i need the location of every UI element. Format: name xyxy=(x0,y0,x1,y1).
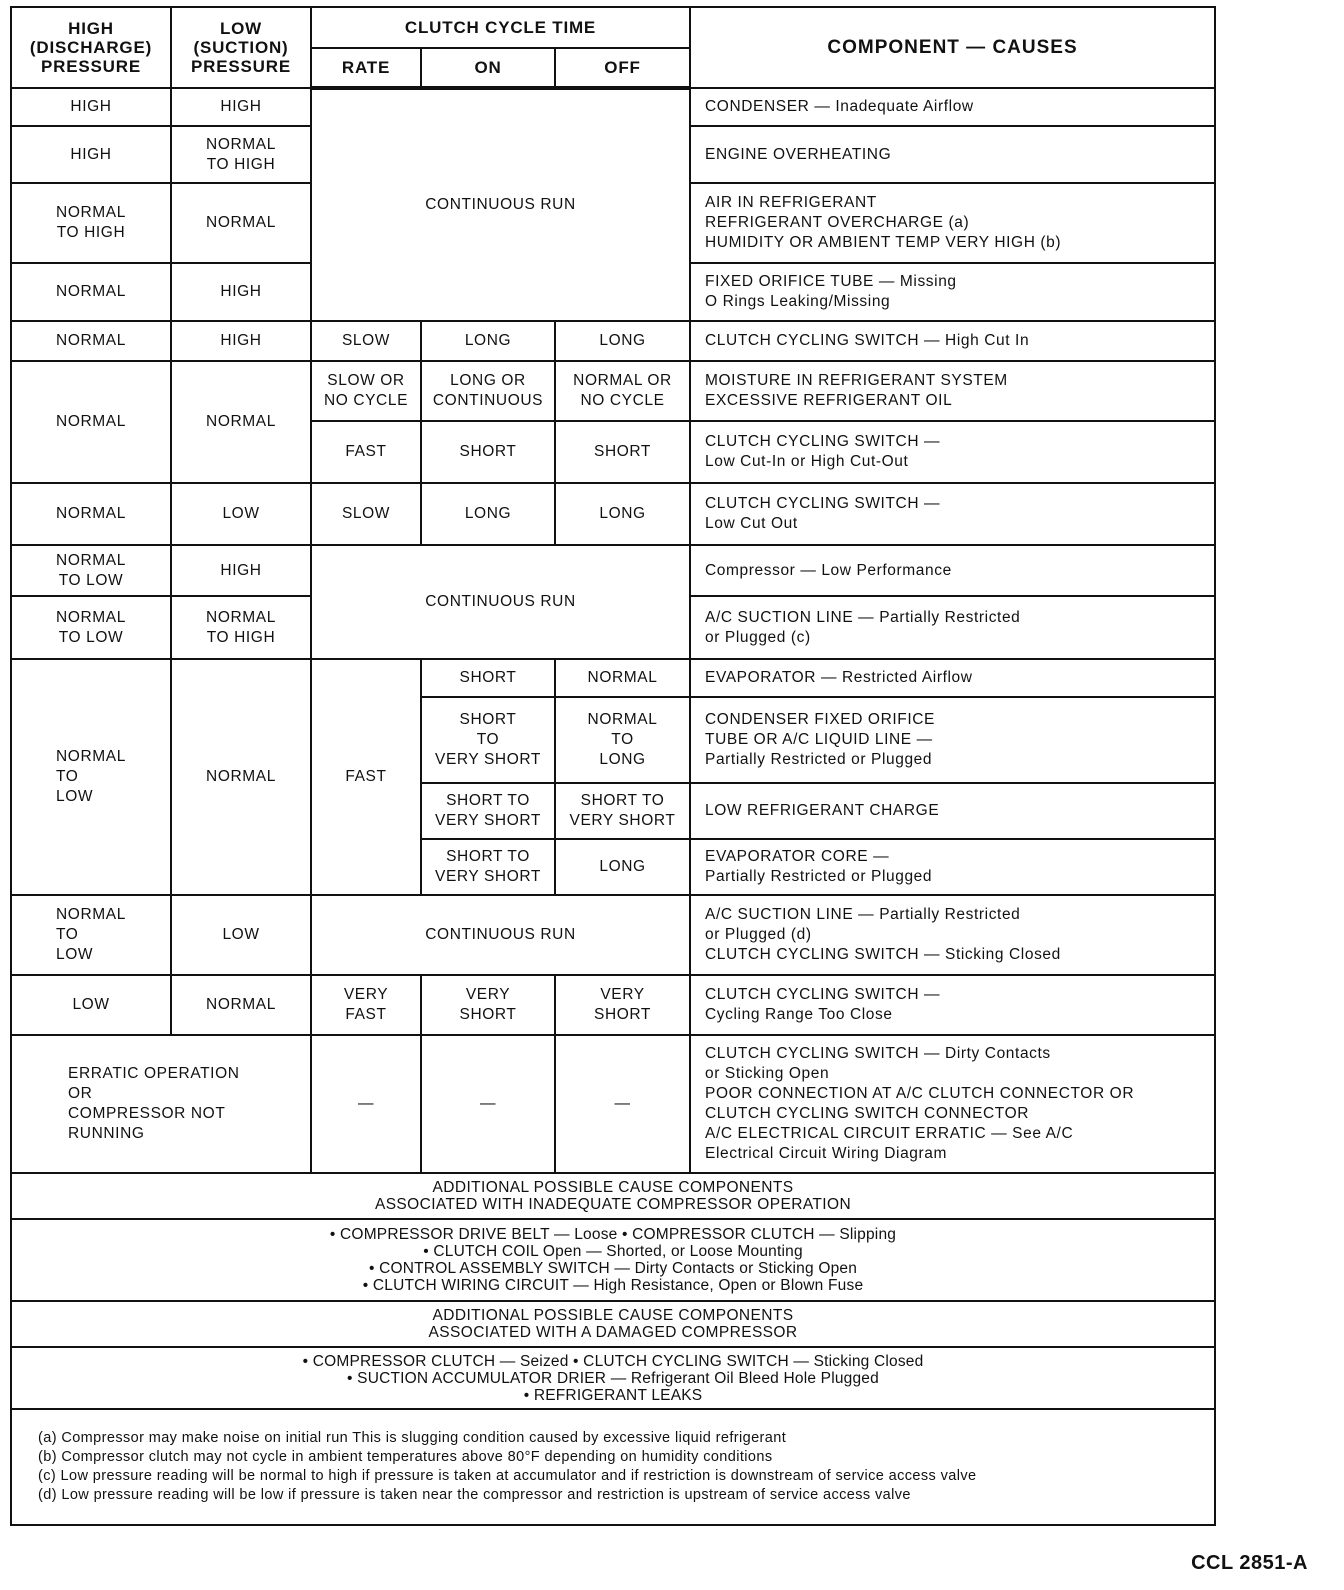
row10-high xyxy=(11,596,171,659)
row17-on: — xyxy=(421,1035,555,1173)
row1-cause xyxy=(690,88,1215,126)
text-line: HIGH xyxy=(68,19,114,38)
footnote-a: (a) Compressor may make noise on initial run This is slugging condition caused by excessive liquid refrigerant xyxy=(38,1430,787,1446)
additional-inadequate-title xyxy=(11,1173,1215,1219)
row17-rate: — xyxy=(311,1035,421,1173)
row3-high xyxy=(11,183,171,263)
text-line: SHORT xyxy=(459,711,517,728)
row2-cause xyxy=(690,126,1215,183)
row1-high: HIGH xyxy=(11,88,171,126)
row16-rate xyxy=(311,975,421,1035)
row13-cause xyxy=(690,783,1215,839)
row7-on: SHORT xyxy=(421,421,555,483)
row12-off xyxy=(555,697,690,783)
row15-high xyxy=(11,895,171,975)
row9-low: HIGH xyxy=(171,545,311,596)
continuous-run-cell: CONTINUOUS RUN xyxy=(311,88,690,321)
footnote-b: (b) Compressor clutch may not cycle in ambient temperatures above 80°F depending on humidity conditions xyxy=(38,1449,773,1465)
header-clutch-cycle-time: CLUTCH CYCLE TIME xyxy=(311,7,690,48)
fast-group-low: NORMAL xyxy=(171,659,311,895)
row1-low: HIGH xyxy=(171,88,311,126)
header-high-pressure xyxy=(11,7,171,88)
text-line: NO CYCLE xyxy=(580,392,665,409)
row7-rate: FAST xyxy=(311,421,421,483)
row8-rate: SLOW xyxy=(311,483,421,545)
row11-on: SHORT xyxy=(421,659,555,697)
row14-cause xyxy=(690,839,1215,895)
row6-low: NORMAL xyxy=(171,361,311,483)
row12-cause xyxy=(690,697,1215,783)
text-line: AIR IN REFRIGERANT xyxy=(705,194,877,211)
row17-off: — xyxy=(555,1035,690,1173)
text-line: Cycling Range Too Close xyxy=(705,1006,893,1023)
text-line: VERY SHORT xyxy=(435,812,541,829)
row6-rate xyxy=(311,361,421,421)
text-line: ENGINE OVERHEATING xyxy=(705,145,892,163)
row9-high xyxy=(11,545,171,596)
text-line: CONDENSER — Inadequate Airflow xyxy=(705,98,974,115)
text-line: OR xyxy=(68,1085,93,1102)
text-line: LOW xyxy=(56,946,94,963)
text-line: • CLUTCH COIL Open — Shorted, or Loose Mounting xyxy=(423,1243,803,1260)
text-line: EXCESSIVE REFRIGERANT OIL xyxy=(705,392,953,409)
row15-low: LOW xyxy=(171,895,311,975)
text-line: A/C SUCTION LINE — Partially Restricted xyxy=(705,608,1021,626)
text-line: NORMAL xyxy=(56,204,126,221)
text-line: A/C ELECTRICAL CIRCUIT ERRATIC — See A/C xyxy=(705,1125,1074,1142)
text-line: CONDENSER FIXED ORIFICE xyxy=(705,711,935,728)
text-line: O Rings Leaking/Missing xyxy=(705,293,891,310)
text-line: NORMAL xyxy=(587,711,658,728)
row16-high: LOW xyxy=(11,975,171,1035)
text-line: CLUTCH CYCLING SWITCH — xyxy=(705,495,941,512)
text-line: Low Cut Out xyxy=(705,515,798,532)
row8-cause xyxy=(690,483,1215,545)
fast-group-rate: FAST xyxy=(311,659,421,895)
row8-on: LONG xyxy=(421,483,555,545)
text-line: A/C SUCTION LINE — Partially Restricted xyxy=(705,906,1021,923)
header-off: OFF xyxy=(555,48,690,88)
text-line: ADDITIONAL POSSIBLE CAUSE COMPONENTS xyxy=(432,1307,794,1324)
footnote-c: (c) Low pressure reading will be normal to high if pressure is taken at accumulator and if restriction is downstream of service access valve xyxy=(38,1468,977,1484)
text-line: • CLUTCH WIRING CIRCUIT — High Resistance, Open or Blown Fuse xyxy=(362,1277,864,1294)
text-line: LOW xyxy=(56,788,94,805)
text-line: SHORT TO xyxy=(446,848,530,865)
row5-on: LONG xyxy=(421,321,555,361)
row11-cause xyxy=(690,659,1215,697)
row4-low: HIGH xyxy=(171,263,311,321)
text-line: • CONTROL ASSEMBLY SWITCH — Dirty Contacts or Sticking Open xyxy=(368,1260,858,1277)
ac-diagnosis-chart xyxy=(10,6,1216,1526)
text-line: PRESSURE xyxy=(41,57,141,76)
header-rate: RATE xyxy=(311,48,421,88)
additional-inadequate-list xyxy=(11,1219,1215,1301)
row11-off: NORMAL xyxy=(555,659,690,697)
text-line: FIXED ORIFICE TUBE — Missing xyxy=(705,273,957,290)
text-line: (DISCHARGE) xyxy=(29,38,153,57)
text-line: CONTINUOUS xyxy=(432,392,544,409)
text-line: Compressor — Low Performance xyxy=(705,561,952,579)
text-line: TO HIGH xyxy=(206,155,276,173)
text-line: • COMPRESSOR DRIVE BELT — Loose • COMPRESSOR CLUTCH — Slipping xyxy=(329,1226,897,1243)
text-line: FAST xyxy=(345,1006,387,1023)
header-on: ON xyxy=(421,48,555,88)
row17-cause xyxy=(690,1035,1215,1173)
text-line: Low Cut-In or High Cut-Out xyxy=(705,453,909,470)
row16-on xyxy=(421,975,555,1035)
continuous-run-cell-2: CONTINUOUS RUN xyxy=(311,545,690,659)
text-line: TO HIGH xyxy=(206,628,276,646)
text-line: ASSOCIATED WITH A DAMAGED COMPRESSOR xyxy=(428,1324,798,1341)
fast-group-high xyxy=(11,659,171,895)
text-line: LONG xyxy=(599,751,646,768)
text-line: NORMAL xyxy=(206,608,276,626)
row5-off: LONG xyxy=(555,321,690,361)
row10-low xyxy=(171,596,311,659)
text-line: TUBE OR A/C LIQUID LINE — xyxy=(705,731,933,748)
text-line: RUNNING xyxy=(68,1125,145,1142)
text-line: or Plugged (c) xyxy=(705,628,811,646)
text-line: TO HIGH xyxy=(56,224,126,241)
text-line: ADDITIONAL POSSIBLE CAUSE COMPONENTS xyxy=(432,1179,794,1196)
text-line: TO LOW xyxy=(58,571,124,589)
row16-low: NORMAL xyxy=(171,975,311,1035)
row14-off: LONG xyxy=(555,839,690,895)
row13-off xyxy=(555,783,690,839)
text-line: TO xyxy=(56,926,79,943)
text-line: VERY SHORT xyxy=(435,751,541,768)
text-line: CLUTCH CYCLING SWITCH — High Cut In xyxy=(705,332,1030,349)
text-line: CLUTCH CYCLING SWITCH — Sticking Closed xyxy=(705,946,1061,963)
reference-code: CCL 2851-A xyxy=(1191,1552,1308,1574)
row17-pressure xyxy=(11,1035,311,1173)
text-line: SHORT xyxy=(459,1006,517,1023)
footnote-d: (d) Low pressure reading will be low if pressure is taken near the compressor and restriction is upstream of service access valve xyxy=(38,1487,911,1503)
row6-on xyxy=(421,361,555,421)
text-line: • SUCTION ACCUMULATOR DRIER — Refrigerant Oil Bleed Hole Plugged xyxy=(347,1369,879,1387)
row8-high: NORMAL xyxy=(11,483,171,545)
text-line: LOW xyxy=(219,19,263,38)
text-line: TO xyxy=(476,731,500,748)
footnotes xyxy=(11,1409,1215,1525)
row4-cause xyxy=(690,263,1215,321)
text-line: or Plugged (d) xyxy=(705,926,812,943)
row5-rate: SLOW xyxy=(311,321,421,361)
row5-low: HIGH xyxy=(171,321,311,361)
row7-off: SHORT xyxy=(555,421,690,483)
text-line: ASSOCIATED WITH INADEQUATE COMPRESSOR OPERATION xyxy=(374,1196,852,1213)
text-line: EVAPORATOR — Restricted Airflow xyxy=(705,669,973,686)
header-low-pressure xyxy=(171,7,311,88)
text-line: CLUTCH CYCLING SWITCH — Dirty Contacts xyxy=(705,1045,1051,1062)
row8-low: LOW xyxy=(171,483,311,545)
text-line: (SUCTION) xyxy=(193,38,289,57)
text-line: NORMAL xyxy=(206,135,276,153)
row6-cause xyxy=(690,361,1215,421)
text-line: VERY SHORT xyxy=(435,868,541,885)
row10-cause xyxy=(690,596,1215,659)
text-line: REFRIGERANT OVERCHARGE (a) xyxy=(705,214,970,231)
text-line: NO CYCLE xyxy=(323,392,409,409)
text-line: TO xyxy=(56,768,79,785)
text-line: LONG OR xyxy=(450,372,526,389)
row6-off xyxy=(555,361,690,421)
text-line: SHORT TO xyxy=(446,792,530,809)
row14-on xyxy=(421,839,555,895)
row3-low: NORMAL xyxy=(171,183,311,263)
text-line: • COMPRESSOR CLUTCH — Seized • CLUTCH CYCLING SWITCH — Sticking Closed xyxy=(302,1352,924,1370)
row2-low xyxy=(171,126,311,183)
row2-high: HIGH xyxy=(11,126,171,183)
additional-damaged-list xyxy=(11,1347,1215,1409)
row8-off: LONG xyxy=(555,483,690,545)
row13-on xyxy=(421,783,555,839)
additional-damaged-title xyxy=(11,1301,1215,1347)
text-line: Partially Restricted or Plugged xyxy=(705,868,933,885)
text-line: TO xyxy=(611,731,634,748)
text-line: SHORT xyxy=(594,1006,651,1023)
text-line: NORMAL xyxy=(56,906,126,923)
header-component-causes: COMPONENT — CAUSES xyxy=(690,7,1215,88)
text-line: EVAPORATOR CORE — xyxy=(705,848,890,865)
text-line: VERY xyxy=(600,986,645,1003)
text-line: TO LOW xyxy=(58,628,124,646)
text-line: VERY xyxy=(343,986,389,1003)
text-line: MOISTURE IN REFRIGERANT SYSTEM xyxy=(705,372,1008,389)
text-line: or Sticking Open xyxy=(705,1065,830,1082)
text-line: CLUTCH CYCLING SWITCH CONNECTOR xyxy=(705,1105,1030,1122)
row5-high: NORMAL xyxy=(11,321,171,361)
text-line: SLOW OR xyxy=(327,372,405,389)
text-line: NORMAL xyxy=(56,551,126,569)
text-line: PRESSURE xyxy=(191,57,291,76)
row9-cause xyxy=(690,545,1215,596)
text-line: HUMIDITY OR AMBIENT TEMP VERY HIGH (b) xyxy=(705,234,1062,251)
text-line: COMPRESSOR NOT xyxy=(68,1105,226,1122)
text-line: SHORT TO xyxy=(580,792,665,809)
text-line: ERRATIC OPERATION xyxy=(68,1065,240,1082)
text-line: NORMAL xyxy=(56,748,126,765)
text-line: LOW REFRIGERANT CHARGE xyxy=(705,802,940,819)
row7-cause xyxy=(690,421,1215,483)
text-line: • REFRIGERANT LEAKS xyxy=(523,1386,703,1404)
row16-cause xyxy=(690,975,1215,1035)
text-line: POOR CONNECTION AT A/C CLUTCH CONNECTOR OR xyxy=(705,1085,1135,1102)
text-line: Electrical Circuit Wiring Diagram xyxy=(705,1145,948,1162)
row5-cause xyxy=(690,321,1215,361)
text-line: CLUTCH CYCLING SWITCH — xyxy=(705,986,941,1003)
row3-cause xyxy=(690,183,1215,263)
row15-cycle: CONTINUOUS RUN xyxy=(311,895,690,975)
text-line: NORMAL xyxy=(56,608,126,626)
row15-cause xyxy=(690,895,1215,975)
text-line: NORMAL OR xyxy=(573,372,672,389)
row16-off xyxy=(555,975,690,1035)
text-line: VERY xyxy=(465,986,511,1003)
text-line: VERY SHORT xyxy=(569,812,676,829)
row12-on xyxy=(421,697,555,783)
row6-high: NORMAL xyxy=(11,361,171,483)
text-line: Partially Restricted or Plugged xyxy=(705,751,933,768)
text-line: CLUTCH CYCLING SWITCH — xyxy=(705,433,941,450)
row4-high: NORMAL xyxy=(11,263,171,321)
